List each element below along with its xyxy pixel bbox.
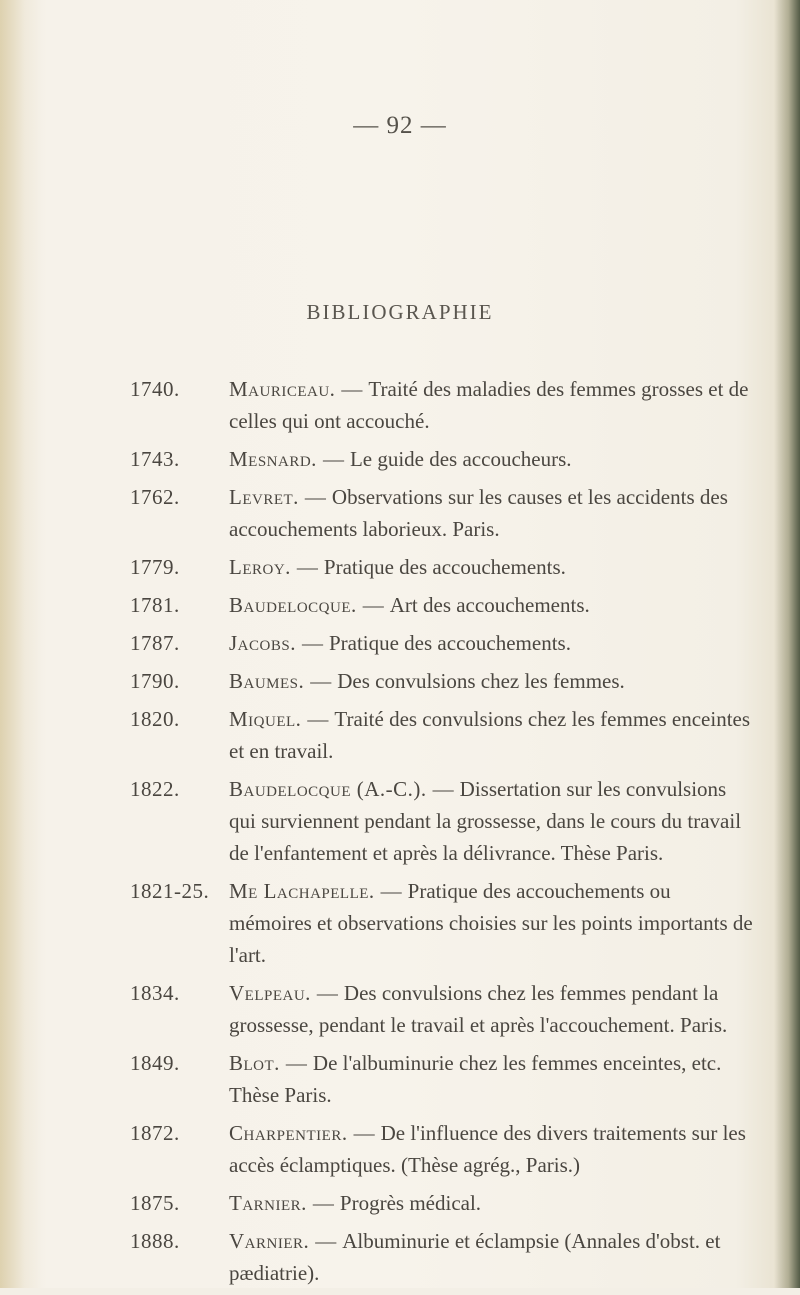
bibliography-entry: [0, 703, 800, 767]
entry-author: Leroy.: [229, 555, 291, 579]
bibliography-list: [0, 373, 800, 1295]
entry-year: 1779.: [130, 555, 180, 579]
entry-title: Des convulsions chez les femmes pendant la grossesse, pendant le travail et après l'accouchement. Paris.: [229, 981, 728, 1037]
entry-year: 1781.: [130, 593, 180, 617]
entry-separator: —: [316, 981, 338, 1005]
entry-title: Le guide des accoucheurs.: [349, 447, 572, 471]
entry-author: Mauriceau.: [229, 377, 336, 401]
entry-title: Traité des maladies des femmes grosses et de celles qui ont accouché.: [229, 377, 749, 433]
entry-author: Tarnier.: [229, 1191, 307, 1215]
entry-year: 1822.: [130, 777, 180, 801]
entry-author: Jacobs.: [229, 631, 296, 655]
entry-separator: —: [312, 1191, 334, 1215]
bibliography-entry: [0, 1047, 800, 1111]
entry-title: De l'influence des divers traitements sur les accès éclamptiques. (Thèse agrég., Paris.): [229, 1121, 746, 1177]
entry-year: 1821-25.: [130, 879, 210, 903]
entry-year: 1740.: [130, 377, 180, 401]
entry-separator: —: [432, 777, 454, 801]
entry-separator: —: [315, 1229, 337, 1253]
entry-title: Traité des convulsions chez les femmes enceintes et en travail.: [229, 707, 751, 763]
entry-separator: —: [285, 1051, 307, 1075]
bibliography-entry: [0, 1225, 800, 1289]
entry-author: Baudelocque.: [229, 593, 357, 617]
entry-title: Des convulsions chez les femmes.: [337, 669, 625, 693]
entry-title: Pratique des accouchements ou mémoires et observations choisies sur les points importants de l'art.: [229, 879, 753, 967]
bibliography-entry: [0, 1117, 800, 1181]
entry-year: 1790.: [130, 669, 180, 693]
entry-separator: —: [341, 377, 363, 401]
entry-author: Levret.: [229, 485, 299, 509]
bibliography-entry: [0, 977, 800, 1041]
entry-year: 1762.: [130, 485, 180, 509]
page-title: BIBLIOGRAPHIE: [306, 300, 494, 324]
bibliography-entry: [0, 373, 800, 437]
entry-year: 1849.: [130, 1051, 180, 1075]
bibliography-entry: [0, 627, 800, 659]
entry-separator: —: [362, 593, 384, 617]
entry-separator: —: [310, 669, 332, 693]
entry-year: 1820.: [130, 707, 180, 731]
bibliography-entry: [0, 551, 800, 583]
entry-separator: —: [301, 631, 323, 655]
entry-author: Me Lachapelle.: [229, 879, 375, 903]
entry-title: Observations sur les causes et les accidents des accouchements laborieux. Paris.: [229, 485, 728, 541]
entry-year: 1787.: [130, 631, 180, 655]
bibliography-entry: [0, 875, 800, 971]
bibliography-entry: [0, 773, 800, 869]
entry-author: Charpentier.: [229, 1121, 348, 1145]
entry-author: Mesnard.: [229, 447, 317, 471]
entry-year: 1872.: [130, 1121, 180, 1145]
entry-year: 1743.: [130, 447, 180, 471]
entry-title: Pratique des accouchements.: [328, 631, 571, 655]
bibliography-entry: [0, 1187, 800, 1219]
entry-author: Varnier.: [229, 1229, 310, 1253]
entry-year: 1875.: [130, 1191, 180, 1215]
entry-title: De l'albuminurie chez les femmes enceintes, etc. Thèse Paris.: [229, 1051, 722, 1107]
entry-title: Dissertation sur les convulsions qui surviennent pendant la grossesse, dans le cours du travail de l'enfantement et après la délivrance. Thèse Paris.: [229, 777, 742, 865]
entry-author: Baumes.: [229, 669, 305, 693]
entry-separator: —: [307, 707, 329, 731]
entry-separator: —: [322, 447, 344, 471]
entry-separator: —: [304, 485, 326, 509]
entry-title: Art des accouchements.: [389, 593, 590, 617]
entry-author: Baudelocque (A.-C.).: [229, 777, 427, 801]
entry-author: Miquel.: [229, 707, 302, 731]
entry-year: 1834.: [130, 981, 180, 1005]
entry-author: Blot.: [229, 1051, 280, 1075]
entry-year: 1888.: [130, 1229, 180, 1253]
bibliography-entry: [0, 443, 800, 475]
page-number: — 92 —: [353, 112, 447, 139]
entry-title: Pratique des accouchements.: [323, 555, 566, 579]
bibliography-entry: [0, 589, 800, 621]
entry-separator: —: [380, 879, 402, 903]
entry-separator: —: [353, 1121, 375, 1145]
entry-author: Velpeau.: [229, 981, 311, 1005]
bibliography-entry: [0, 665, 800, 697]
bibliography-entry: [0, 481, 800, 545]
entry-title: Progrès médical.: [339, 1191, 482, 1215]
entry-separator: —: [296, 555, 318, 579]
entry-title: Albuminurie et éclampsie (Annales d'obst. et pædiatrie).: [229, 1229, 721, 1285]
